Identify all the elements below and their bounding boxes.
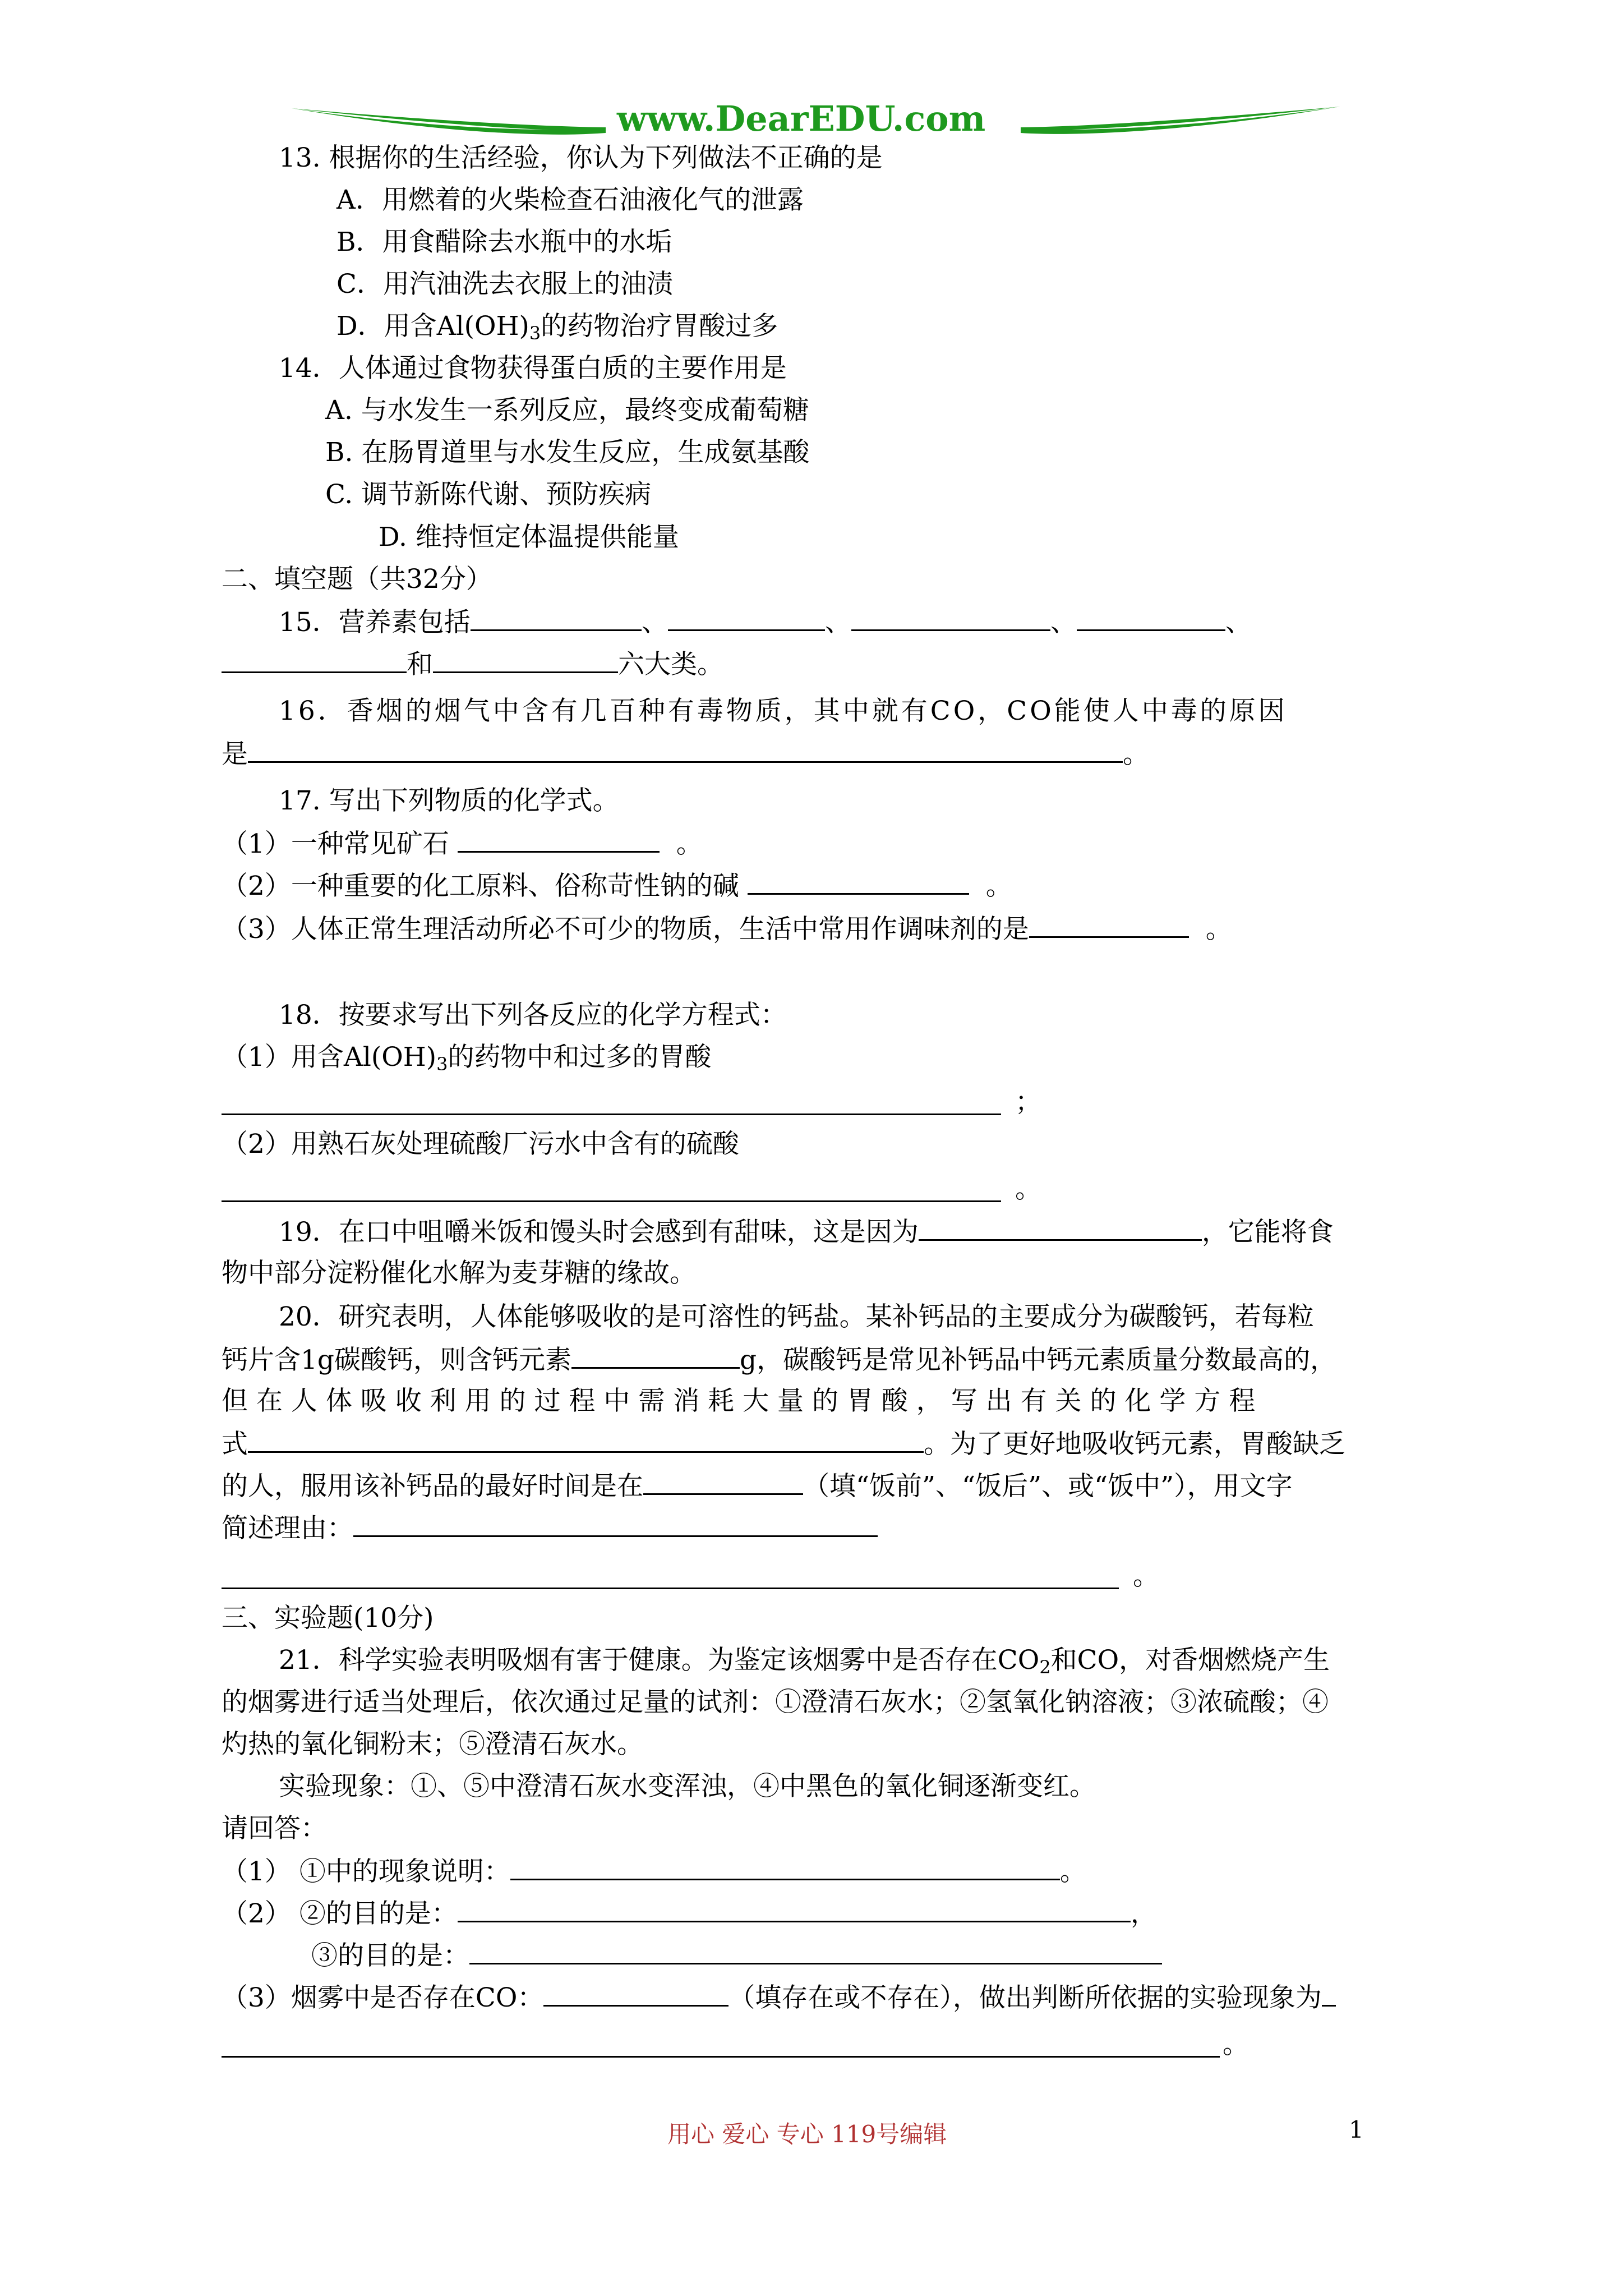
q20-blank-time[interactable]	[643, 1469, 803, 1495]
q17-blank-1[interactable]	[458, 826, 660, 853]
q13-option-c: C．用汽油洗去衣服上的油渍	[336, 269, 673, 300]
q20-line3: 但 在 人 体 吸 收 利 用 的 过 程 中 需 消 耗 大 量 的 胃 酸 ， 写 出 有 关 的 化 学 方 程	[222, 1386, 1256, 1416]
q18-stem: 18．按要求写出下列各反应的化学方程式：	[279, 1000, 787, 1030]
q21-blank-2[interactable]	[458, 1896, 1131, 1922]
q21-line3: 灼热的氧化铜粉末；⑤澄清石灰水。	[222, 1729, 643, 1760]
section3-title: 三、实验题(10分)	[222, 1603, 434, 1634]
q14-option-c: C. 调节新陈代谢、预防疾病	[325, 479, 652, 510]
q18-answer-line-2[interactable]	[222, 1200, 1001, 1202]
q21-line1: 21．科学实验表明吸烟有害于健康。为鉴定该烟雾中是否存在$CO_2$和CO，对香烟燃烧产生	[279, 1645, 1330, 1678]
q21-blank-5[interactable]	[222, 2056, 1220, 2058]
q21-blank-stub	[1322, 1980, 1336, 2007]
q15-line1: 15．营养素包括 、 、 、 、	[279, 605, 1252, 639]
section2-title: 二、填空题（共32分）	[222, 564, 492, 595]
q20-period: 。	[1133, 1561, 1159, 1591]
q15-line2: 和 六大类。	[222, 647, 723, 682]
q18-part1: （1）用含$Al(OH)_3$的药物中和过多的胃酸	[222, 1042, 712, 1075]
q15-blank-4[interactable]	[1077, 605, 1225, 631]
q21-phenomenon: 实验现象：①、⑤中澄清石灰水变浑浊，④中黑色的氧化铜逐渐变红。	[279, 1771, 1096, 1802]
q21-line2: 的烟雾进行适当处理后，依次通过足量的试剂：①澄清石灰水；②氢氧化钠溶液；③浓硫酸；④	[222, 1687, 1329, 1718]
q19-blank[interactable]	[919, 1214, 1202, 1241]
q13-option-b: B．用食醋除去水瓶中的水垢	[336, 227, 672, 257]
q21-part3: （3）烟雾中是否存在CO： （填存在或不存在），做出判断所依据的实验现象为	[222, 1980, 1336, 2015]
q18-part2: （2）用熟石灰处理硫酸厂污水中含有的硫酸	[222, 1129, 739, 1159]
q13-stem: 13. 根据你的生活经验，你认为下列做法不正确的是	[279, 142, 883, 173]
q17-stem: 17. 写出下列物质的化学式。	[279, 785, 619, 816]
q18-answer-line-1[interactable]	[222, 1114, 1001, 1115]
q18-semicolon: ；	[1015, 1087, 1041, 1117]
q17-blank-3[interactable]	[1029, 912, 1189, 938]
q21-blank-1[interactable]	[510, 1854, 1060, 1880]
q16-blank[interactable]	[248, 737, 1123, 763]
q17-part2: （2）一种重要的化工原料、俗称苛性钠的碱 。	[222, 868, 1012, 903]
q21-part2: （2） ②的目的是： ，	[222, 1896, 1157, 1931]
q14-option-a: A. 与水发生一系列反应，最终变成葡萄糖	[325, 395, 809, 426]
q20-line4: 式 。为了更好地吸收钙元素，胃酸缺乏	[222, 1427, 1345, 1461]
q21-part2b: ③的目的是：	[311, 1938, 1162, 1973]
q21-period: 。	[1223, 2029, 1249, 2060]
q19-line1: 19．在口中咀嚼米饭和馒头时会感到有甜味，这是因为 ，它能将食	[279, 1214, 1334, 1249]
q17-blank-2[interactable]	[748, 868, 969, 895]
q20-blank-reason-2[interactable]	[222, 1588, 1119, 1589]
q15-blank-1[interactable]	[471, 605, 642, 631]
q13-option-a: A．用燃着的火柴检查石油液化气的泄露	[336, 185, 804, 215]
q21-part1: （1） ①中的现象说明： 。	[222, 1854, 1086, 1889]
q19-line2: 物中部分淀粉催化水解为麦芽糖的缘故。	[222, 1258, 696, 1289]
q17-part1: （1）一种常见矿石 。	[222, 826, 703, 861]
q15-blank-2[interactable]	[668, 605, 825, 631]
q21-answer-prompt: 请回答：	[222, 1813, 327, 1844]
q20-blank-mass[interactable]	[571, 1342, 740, 1369]
q18-period: 。	[1015, 1174, 1041, 1204]
q20-line1: 20．研究表明，人体能够吸收的是可溶性的钙盐。某补钙品的主要成分为碳酸钙，若每粒	[279, 1301, 1314, 1332]
q15-blank-5[interactable]	[222, 647, 407, 673]
q20-blank-reason-1[interactable]	[353, 1511, 878, 1537]
q20-blank-equation[interactable]	[248, 1427, 924, 1453]
q20-line2: 钙片含1g碳酸钙，则含钙元素 g，碳酸钙是常见补钙品中钙元素质量分数最高的，	[222, 1342, 1336, 1377]
q21-blank-4[interactable]	[543, 1980, 728, 2007]
q16-line1: 16．香烟的烟气中含有几百种有毒物质，其中就有CO，CO能使人中毒的原因	[279, 696, 1288, 726]
page-number: 1	[1349, 2116, 1364, 2143]
site-url: www.DearEDU.com	[617, 98, 986, 139]
q14-stem: 14．人体通过食物获得蛋白质的主要作用是	[279, 353, 787, 384]
q20-line6: 简述理由：	[222, 1511, 878, 1545]
q14-option-d: D. 维持恒定体温提供能量	[379, 522, 679, 553]
q16-line2: 是 。	[222, 737, 1149, 771]
q13-option-d: D．用含$Al(OH)_3$的药物治疗胃酸过多	[336, 311, 778, 344]
q21-blank-3[interactable]	[469, 1938, 1162, 1964]
q20-line5: 的人，服用该补钙品的最好时间是在 （填“饭前”、“饭后”、或“饭中”），用文字	[222, 1469, 1293, 1503]
footer-text: 用心 爱心 专心 119号编辑	[667, 2120, 947, 2148]
q15-blank-3[interactable]	[851, 605, 1050, 631]
q15-blank-6[interactable]	[433, 647, 618, 673]
q14-option-b: B. 在肠胃道里与水发生反应，生成氨基酸	[325, 437, 810, 468]
q17-part3: （3）人体正常生理活动所必不可少的物质，生活中常用作调味剂的是 。	[222, 912, 1232, 946]
